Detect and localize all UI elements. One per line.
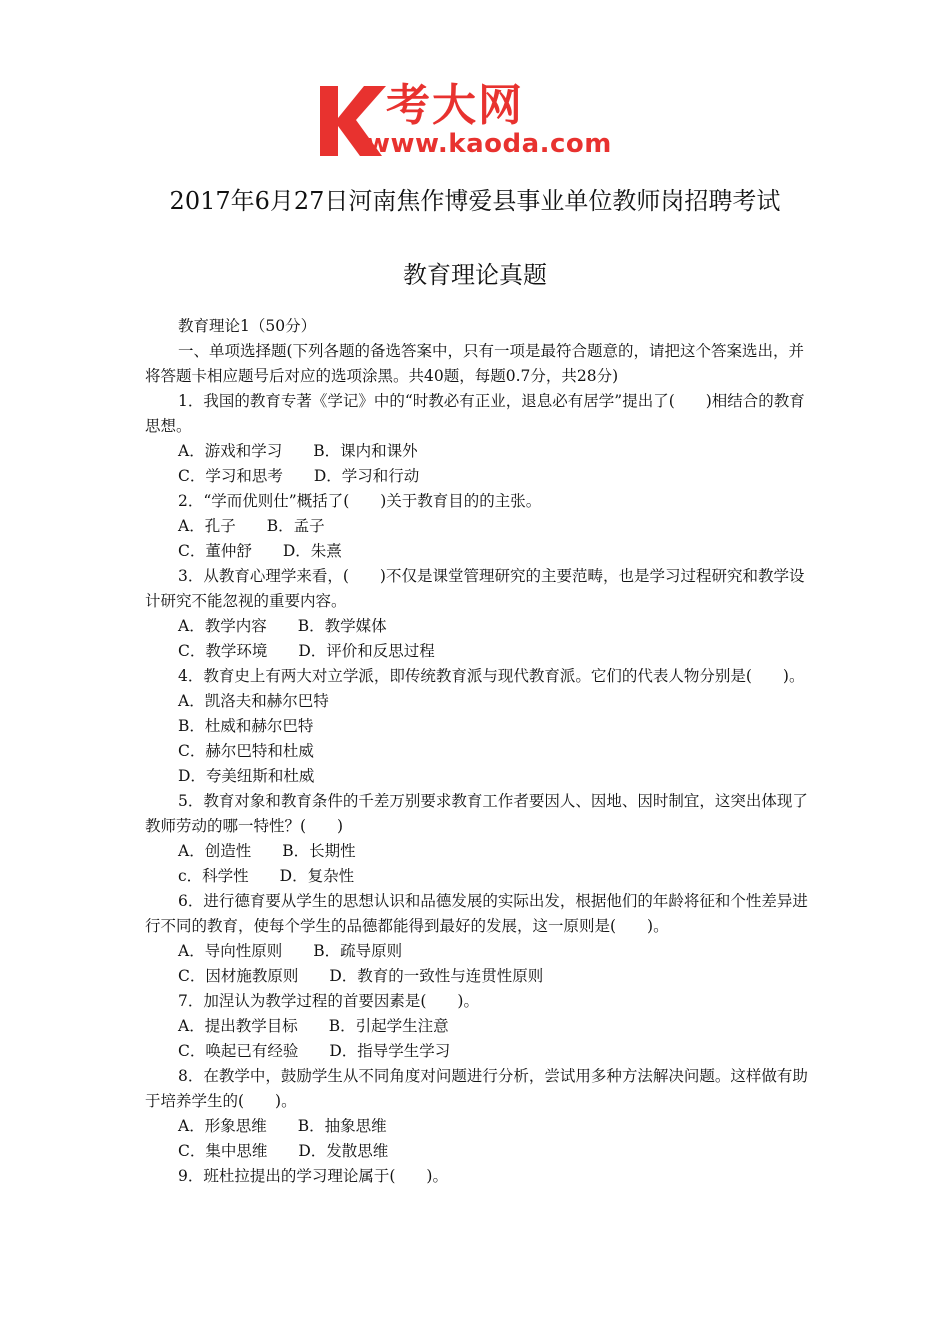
question-stem: 7．加涅认为教学过程的首要因素是( )。 — [178, 992, 479, 1010]
question — [145, 564, 813, 664]
kaoda-logo — [316, 82, 636, 162]
question-stem: 1．我国的教育专著《学记》中的“时教必有正业，退息必有居学”提出了( )相结合的教育思想。 — [145, 392, 805, 435]
document-title: 2017年6月27日河南焦作博爱县事业单位教师岗招聘考试 — [169, 187, 781, 215]
question-options: A．孔子 B．孟子 — [178, 517, 325, 535]
question-options: A．提出教学目标 B．引起学生注意 — [178, 1017, 449, 1035]
question — [145, 989, 813, 1064]
document-subtitle: 教育理论真题 — [403, 261, 547, 289]
question — [145, 489, 813, 564]
question-options: A．创造性 B．长期性 — [178, 842, 356, 860]
question — [145, 1164, 813, 1189]
logo-url-text: www.kaoda.com — [366, 129, 612, 159]
question-stem: 8．在教学中，鼓励学生从不同角度对问题进行分析，尝试用多种方法解决问题。这样做有助于培养学生的( )。 — [145, 1067, 808, 1110]
question-options: C．集中思维 D．发散思维 — [178, 1142, 389, 1160]
question-option: B．杜威和赫尔巴特 — [178, 717, 314, 735]
question-options: A．导向性原则 B．疏导原则 — [178, 942, 403, 960]
instructions: 一、单项选择题(下列各题的备选答案中，只有一项是最符合题意的，请把这个答案选出，并将答题卡相应题号后对应的选项涂黑。共40题，每题0.7分，共28分) — [145, 342, 805, 385]
question-options: C．董仲舒 D．朱熹 — [178, 542, 342, 560]
question-option: C．赫尔巴特和杜威 — [178, 742, 314, 760]
question-options: c．科学性 D．复杂性 — [178, 867, 355, 885]
question — [145, 889, 813, 989]
question-stem: 5．教育对象和教育条件的千差万别要求教育工作者要因人、因地、因时制宜，这突出体现了教师劳动的哪一特性？( ) — [145, 792, 808, 835]
question-options: C．教学环境 D．评价和反思过程 — [178, 642, 435, 660]
question-stem: 3．从教育心理学来看，( )不仅是课堂管理研究的主要范畴，也是学习过程研究和教学设计研究不能忽视的重要内容。 — [145, 567, 805, 610]
question-options: A．游戏和学习 B．课内和课外 — [178, 442, 418, 460]
question — [145, 789, 813, 889]
logo-chinese-text: 考大网 — [386, 80, 524, 131]
question — [145, 664, 813, 789]
question-options: A．教学内容 B．教学媒体 — [178, 617, 387, 635]
question-options: C．唤起已有经验 D．指导学生学习 — [178, 1042, 451, 1060]
question-options: C．学习和思考 D．学习和行动 — [178, 467, 420, 485]
question-stem: 9．班杜拉提出的学习理论属于( )。 — [178, 1167, 448, 1185]
question-stem: 6．进行德育要从学生的思想认识和品德发展的实际出发，根据他们的年龄将征和个性差异进行不同的教育，使每个学生的品德都能得到最好的发展，这一原则是( )。 — [145, 892, 808, 935]
section-heading: 教育理论1（50分） — [178, 317, 317, 335]
exam-content — [145, 314, 813, 1189]
question-stem: 2．“学而优则仕”概括了( )关于教育目的的主张。 — [178, 492, 542, 510]
question-options: C．因材施教原则 D．教育的一致性与连贯性原则 — [178, 967, 544, 985]
question-option: D．夸美纽斯和杜威 — [178, 767, 315, 785]
question-option: A．凯洛夫和赫尔巴特 — [178, 692, 329, 710]
question-stem: 4．教育史上有两大对立学派，即传统教育派与现代教育派。它们的代表人物分别是( )。 — [178, 667, 805, 685]
question-options: A．形象思维 B．抽象思维 — [178, 1117, 387, 1135]
question — [145, 389, 813, 489]
question — [145, 1064, 813, 1164]
